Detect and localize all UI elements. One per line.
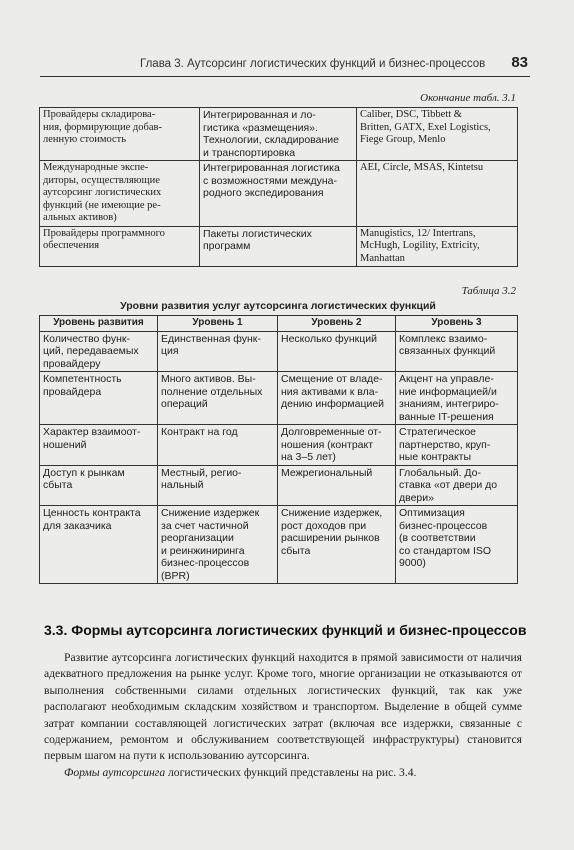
table-cell: Ценность контракта для заказчика — [40, 506, 158, 584]
table-cell: Manugistics, 12/ Intertrans, McHugh, Logility, Extricity, Manhattan — [357, 226, 518, 267]
table-cell: Характер взаимоот- ношений — [40, 425, 158, 466]
table-cell: Провайдеры складирова- ния, формирующие добав- ленную стоимость — [40, 108, 200, 161]
table-cell: Количество функ- ций, передаваемых провайдеру — [40, 331, 158, 372]
paragraph — [44, 765, 522, 781]
table-cell: Снижение издержек за счет частичной реорганизации и реинжиниринга бизнес-процессов (BPR) — [158, 506, 278, 584]
table-3-2 — [39, 315, 518, 584]
table-row — [40, 425, 518, 466]
table-cell: AEI, Circle, MSAS, Kintetsu — [357, 161, 518, 227]
table-cell: Глобальный. До- ставка «от двери до двери» — [396, 465, 518, 506]
table-cell: Единственная функ- ция — [158, 331, 278, 372]
table-row — [40, 506, 518, 584]
table-continuation-note: Окончание табл. 3.1 — [420, 92, 516, 104]
table-cell: Международные экспе- диторы, осуществляющие аутсорсинг логистических функций (не имеющие ре- альных активов) — [40, 161, 200, 227]
column-header: Уровень 2 — [278, 316, 396, 332]
table-cell: Оптимизация бизнес-процессов (в соответствии со стандартом ISO 9000) — [396, 506, 518, 584]
table-cell: Долговременные от- ношения (контракт на 3–5 лет) — [278, 425, 396, 466]
table-cell: Местный, регио- нальный — [158, 465, 278, 506]
table-row — [40, 372, 518, 425]
table-3-1 — [39, 107, 518, 267]
paragraph: Развитие аутсорсинга логистических функций находится в прямой зависимости от наличия адекватного предложения на рынке услуг. Кроме того, многие организации не отказываются от выполнения собственными силами отдельных логистических функций, так как уже располагают необходимым складским хозяйством и транспортом. Выделение в общей сумме затрат компании составляющей логистических затрат (включая все издержки, связанные с содержанием, ремонтом и обслуживанием соответствующей инфраструктуры) становится первым шагом на пути к использованию аутсорсинга. — [44, 651, 522, 763]
table-cell: Много активов. Вы- полнение отдельных операций — [158, 372, 278, 425]
table-cell: Комплекс взаимо- связанных функций — [396, 331, 518, 372]
table-row — [40, 226, 518, 267]
paragraph-text: логистических функций представлены на рис. 3.4. — [165, 765, 417, 779]
table-cell: Снижение издержек, рост доходов при расширении рынков сбыта — [278, 506, 396, 584]
table-row — [40, 108, 518, 161]
column-header: Уровень развития — [40, 316, 158, 332]
section-heading: 3.3. Формы аутсорсинга логистических функций и бизнес-процессов — [44, 622, 527, 638]
table-cell: Межрегиональный — [278, 465, 396, 506]
body-text — [44, 650, 522, 781]
table-row — [40, 161, 518, 227]
table-cell: Компетентность провайдера — [40, 372, 158, 425]
running-header — [40, 54, 530, 77]
table-cell: Доступ к рынкам сбыта — [40, 465, 158, 506]
table-cell: Caliber, DSC, Tibbett & Britten, GATX, Exel Logistics, Fiege Group, Menlo — [357, 108, 518, 161]
table-cell: Контракт на год — [158, 425, 278, 466]
table-row — [40, 331, 518, 372]
table-cell: Интегрированная и ло- гистика «размещения». Технологии, складирование и транспортировка — [200, 108, 357, 161]
chapter-title: Глава 3. Аутсорсинг логистических функций и бизнес-процессов — [140, 58, 486, 70]
table-label: Таблица 3.2 — [461, 285, 516, 297]
table-cell: Смещение от владе- ния активами к вла- дению информацией — [278, 372, 396, 425]
column-header: Уровень 3 — [396, 316, 518, 332]
table-cell: Пакеты логистических программ — [200, 226, 357, 267]
column-header: Уровень 1 — [158, 316, 278, 332]
table-row — [40, 465, 518, 506]
table-caption: Уровни развития услуг аутсорсинга логистических функций — [120, 300, 436, 312]
table-header-row — [40, 316, 518, 332]
table-cell: Акцент на управле- ние информацией/и знаниям, интегриро- ванные IT-решения — [396, 372, 518, 425]
page-number: 83 — [511, 54, 528, 71]
table-cell: Стратегическое партнерство, круп- ные контракты — [396, 425, 518, 466]
italic-term: Формы аутсорсинга — [64, 765, 166, 779]
table-cell: Провайдеры программного обеспечения — [40, 226, 200, 267]
table-cell: Несколько функций — [278, 331, 396, 372]
table-cell: Интегрированная логистика с возможностями междуна- родного экспедирования — [200, 161, 357, 227]
